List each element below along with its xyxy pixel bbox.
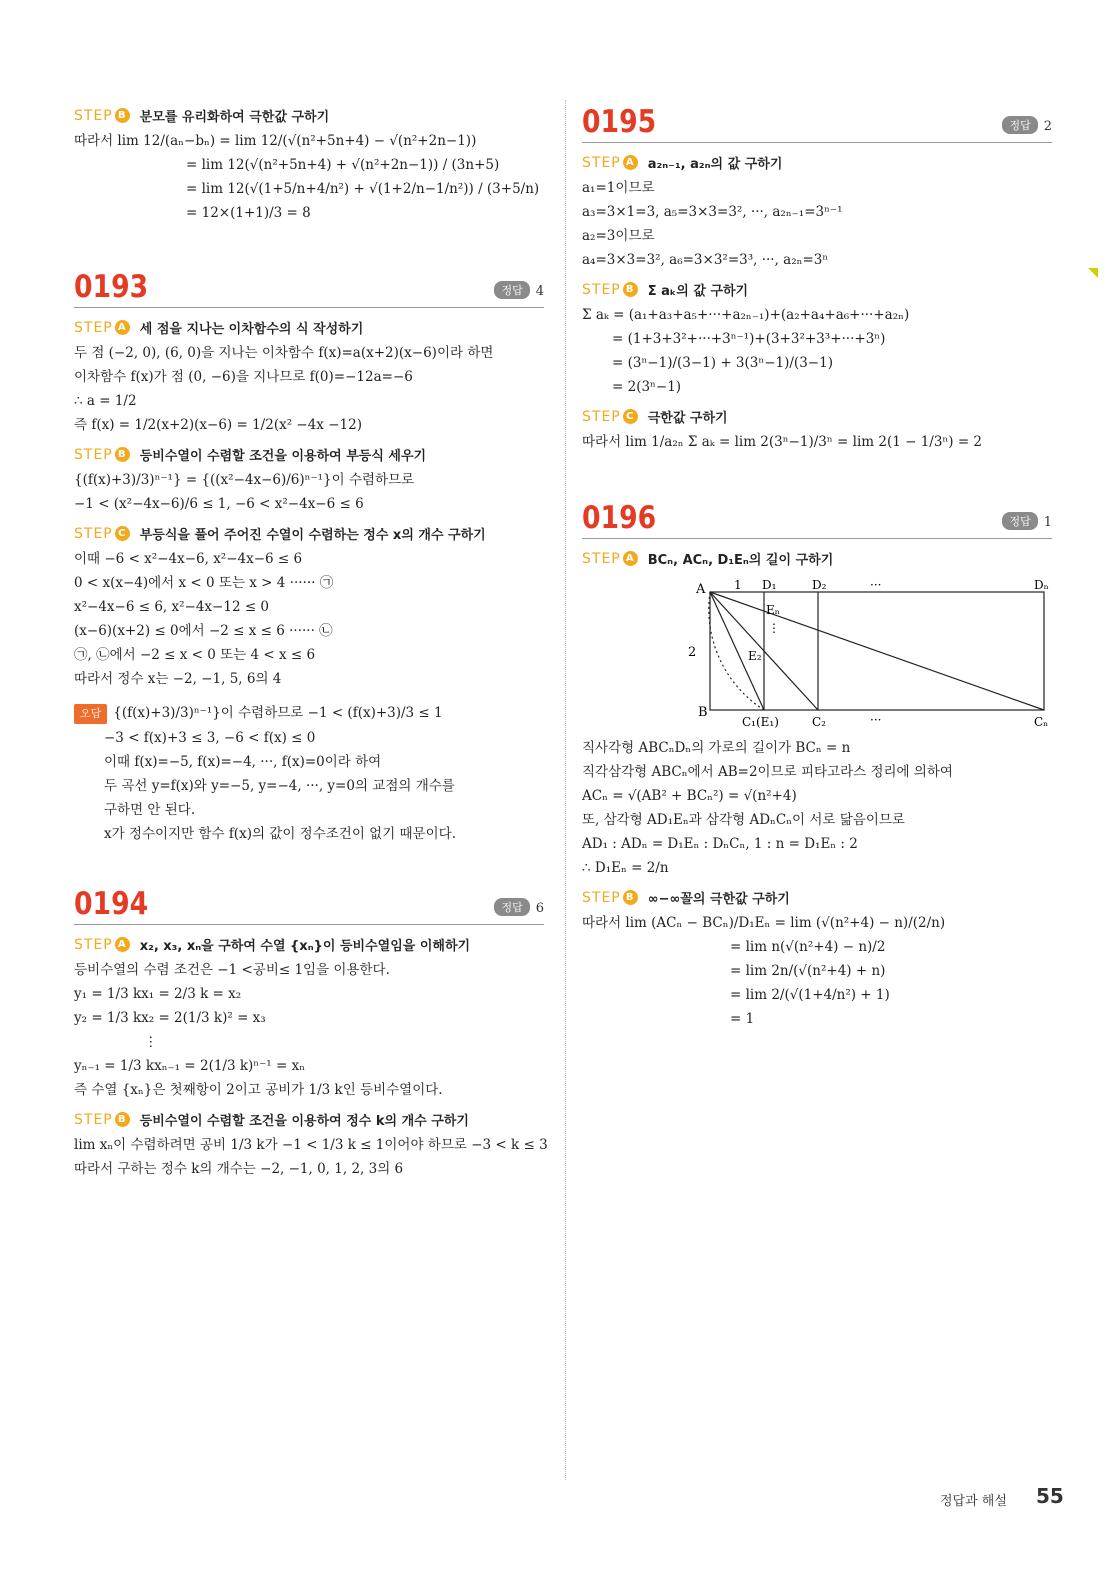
label-c1e1: C₁(E₁)	[742, 715, 779, 728]
solution-line: 즉 수열 {xₙ}은 첫째항이 2이고 공비가 1/3 k인 등비수열이다.	[74, 1082, 443, 1098]
label-e2: E₂	[748, 649, 762, 663]
answer-value: 4	[535, 284, 544, 299]
solution-line: a₃=3×1=3, a₅=3×3=3², ···, a₂ₙ₋₁=3ⁿ⁻¹	[582, 204, 843, 220]
wrong-answer-note	[74, 703, 544, 844]
solution-line: ⋮	[144, 1034, 158, 1050]
label-dn: Dₙ	[1034, 578, 1049, 592]
step-letter: A	[115, 320, 130, 335]
step-label: STEP	[74, 107, 113, 124]
corner-mark-icon	[1088, 268, 1098, 278]
step-letter: B	[115, 1112, 130, 1127]
answer-badge: 정답	[1002, 512, 1037, 530]
solution-line: AD₁ : ADₙ = D₁Eₙ : DₙCₙ, 1 : n = D₁Eₙ : 2	[582, 836, 858, 852]
solution-line: yₙ₋₁ = 1/3 kxₙ₋₁ = 2(1/3 k)ⁿ⁻¹ = xₙ	[74, 1058, 306, 1074]
answer-box	[1002, 512, 1052, 530]
answer-box	[494, 898, 544, 916]
step-letter: A	[115, 937, 130, 952]
note-line: 이때 f(x)=−5, f(x)=−4, ···, f(x)=0이라 하여	[104, 754, 382, 770]
solution-line: 또, 삼각형 AD₁Eₙ과 삼각형 ADₙCₙ이 서로 닮음이므로	[582, 812, 905, 828]
solution-line: = lim n(√(n²+4) − n)/2	[730, 939, 886, 955]
step-tag	[582, 890, 638, 906]
step-title: 등비수열이 수렴할 조건을 이용하여 정수 k의 개수 구하기	[139, 1114, 469, 1129]
label-b: B	[698, 705, 708, 720]
step-letter: A	[623, 551, 638, 566]
step-tag	[582, 282, 638, 298]
answer-badge: 정답	[494, 898, 529, 916]
step-label: STEP	[582, 408, 621, 425]
step-tag	[74, 1112, 130, 1128]
solution-line: = 12×(1+1)/3 = 8	[186, 205, 311, 221]
step-header	[74, 106, 544, 125]
page-number: 55	[1036, 1484, 1064, 1508]
step-label: STEP	[74, 936, 113, 953]
note-line: −3 < f(x)+3 ≤ 3, −6 < f(x) ≤ 0	[104, 730, 316, 746]
solution-line: −1 < (x²−4x−6)/6 ≤ 1, −6 < x²−4x−6 ≤ 6	[74, 496, 364, 512]
solution-line: 두 점 (−2, 0), (6, 0)을 지나는 이차함수 f(x)=a(x+2)(x−6)이라 하면	[74, 345, 494, 361]
answer-value: 2	[1043, 119, 1052, 134]
step-title: 극한값 구하기	[647, 411, 728, 426]
solution-line: x²−4x−6 ≤ 6, x²−4x−12 ≤ 0	[74, 599, 270, 615]
problem-0193	[74, 261, 544, 844]
label-d2: D₂	[812, 578, 827, 592]
solution-line: = lim 12(√(1+5/n+4/n²) + √(1+2/n−1/n²)) / (3+5/n)	[186, 181, 540, 197]
step-title: 세 점을 지나는 이차함수의 식 작성하기	[139, 322, 364, 337]
step-tag	[582, 551, 638, 567]
answer-box	[1002, 116, 1052, 134]
step-tag	[74, 937, 130, 953]
rectangle-figure	[582, 578, 1052, 732]
right-column	[582, 96, 1052, 1033]
wrong-answer-tag: 오답	[74, 704, 107, 724]
problem-0196	[582, 492, 1052, 1029]
step-label: STEP	[74, 1111, 113, 1128]
step-letter: A	[623, 155, 638, 170]
solution-line: 이차함수 f(x)가 점 (0, −6)을 지나므로 f(0)=−12a=−6	[74, 369, 413, 385]
solution-line: = lim 12(√(n²+5n+4) + √(n²+2n−1)) / (3n+5)	[186, 157, 500, 173]
solution-line: ∴ D₁Eₙ = 2/n	[582, 860, 669, 876]
solution-line: 따라서 lim 12/(aₙ−bₙ) = lim 12/(√(n²+5n+4) − √(n²+2n−1))	[74, 133, 477, 149]
step-title: a₂ₙ₋₁, a₂ₙ의 값 구하기	[647, 157, 783, 172]
step-title: 등비수열이 수렴할 조건을 이용하여 부등식 세우기	[139, 449, 427, 464]
step-letter: B	[115, 108, 130, 123]
answer-value: 6	[535, 901, 544, 916]
column-divider	[565, 100, 566, 1480]
solution-line: y₂ = 1/3 kx₂ = 2(1/3 k)² = x₃	[74, 1010, 266, 1026]
solution-line: a₄=3×3=3², a₆=3×3²=3³, ···, a₂ₙ=3ⁿ	[582, 252, 829, 268]
prev-step-b-section	[74, 106, 544, 223]
label-dots-top: ···	[870, 578, 882, 592]
problem-number: 0194	[74, 886, 149, 922]
step-tag	[74, 447, 130, 463]
solution-line: 등비수열의 수렴 조건은 −1 <공비≤ 1임을 이용한다.	[74, 962, 390, 978]
label-dots-bottom: ···	[870, 713, 882, 727]
solution-line: {(f(x)+3)/3)ⁿ⁻¹} = {((x²−4x−6)/6)ⁿ⁻¹}이 수렴하므로	[74, 472, 415, 488]
solution-line: 따라서 정수 x는 −2, −1, 5, 6의 4	[74, 671, 282, 687]
note-line	[74, 703, 544, 724]
solution-line: 따라서 lim (ACₙ − BCₙ)/D₁Eₙ = lim (√(n²+4) − n)/(2/n)	[582, 915, 946, 931]
note-line: x가 정수이지만 함수 f(x)의 값이 정수조건이 없기 때문이다.	[104, 826, 456, 842]
step-header	[582, 407, 1052, 426]
step-letter: C	[623, 409, 638, 424]
solution-line: = lim 2n/(√(n²+4) + n)	[730, 963, 886, 979]
answer-badge: 정답	[494, 281, 529, 299]
step-letter: C	[115, 526, 130, 541]
step-header	[74, 1110, 544, 1129]
note-text: {(f(x)+3)/3)ⁿ⁻¹}이 수렴하므로 −1 < (f(x)+3)/3 ≤ 1	[113, 705, 443, 721]
solution-line: = lim 2/(√(1+4/n²) + 1)	[730, 987, 890, 1003]
problem-number: 0193	[74, 269, 149, 305]
answer-badge: 정답	[1002, 116, 1037, 134]
problem-header	[74, 261, 544, 308]
step-header	[582, 280, 1052, 299]
step-title: ∞−∞꼴의 극한값 구하기	[647, 892, 790, 907]
geometry-diagram	[682, 578, 1082, 728]
solution-line: ACₙ = √(AB² + BCₙ²) = √(n²+4)	[582, 788, 797, 804]
step-title: BCₙ, ACₙ, D₁Eₙ의 길이 구하기	[647, 553, 834, 568]
step-label: STEP	[74, 446, 113, 463]
solution-line: lim xₙ이 수렴하려면 공비 1/3 k가 −1 < 1/3 k ≤ 1이어야 하므로 −3 < k ≤ 3	[74, 1137, 548, 1153]
step-header	[74, 445, 544, 464]
step-header	[74, 524, 544, 543]
problem-header	[582, 96, 1052, 143]
step-label: STEP	[582, 154, 621, 171]
step-title: Σ aₖ의 값 구하기	[647, 284, 749, 299]
step-letter: B	[623, 282, 638, 297]
step-tag	[74, 108, 130, 124]
label-c2: C₂	[812, 715, 826, 728]
solution-line: (x−6)(x+2) ≤ 0에서 −2 ≤ x ≤ 6 ······ ㉡	[74, 623, 333, 639]
step-title: x₂, x₃, xₙ을 구하여 수열 {xₙ}이 등비수열임을 이해하기	[139, 939, 471, 954]
step-letter: B	[623, 890, 638, 905]
solution-line: a₂=3이므로	[582, 228, 655, 244]
note-line: 두 곡선 y=f(x)와 y=−5, y=−4, ···, y=0의 교점의 개수를	[104, 778, 455, 794]
step-label: STEP	[582, 889, 621, 906]
step-tag	[74, 320, 130, 336]
solution-line: 따라서 lim 1/a₂ₙ Σ aₖ = lim 2(3ⁿ−1)/3ⁿ = lim 2(1 − 1/3ⁿ) = 2	[582, 434, 983, 450]
step-tag	[582, 409, 638, 425]
label-a: A	[696, 582, 706, 597]
label-vdots: ⋮	[768, 621, 780, 635]
solution-line: = 2(3ⁿ−1)	[612, 379, 682, 395]
step-label: STEP	[74, 525, 113, 542]
step-label: STEP	[582, 550, 621, 567]
left-column	[74, 96, 548, 1183]
label-length-1: 1	[734, 578, 742, 592]
solution-line: = (3ⁿ−1)/(3−1) + 3(3ⁿ−1)/(3−1)	[612, 355, 833, 371]
step-header	[582, 549, 1052, 568]
problem-number: 0196	[582, 500, 657, 536]
step-letter: B	[115, 447, 130, 462]
solution-line: 직사각형 ABCₙDₙ의 가로의 길이가 BCₙ = n	[582, 740, 851, 756]
problem-number: 0195	[582, 104, 657, 140]
solution-line: y₁ = 1/3 kx₁ = 2/3 k = x₂	[74, 986, 242, 1002]
step-label: STEP	[582, 281, 621, 298]
problem-header	[74, 878, 544, 925]
problem-0194	[74, 878, 548, 1179]
solution-line: 따라서 구하는 정수 k의 개수는 −2, −1, 0, 1, 2, 3의 6	[74, 1161, 404, 1177]
label-d1: D₁	[762, 578, 777, 592]
note-line: 구하면 안 된다.	[104, 802, 196, 818]
label-en: Eₙ	[766, 603, 780, 617]
step-header	[582, 888, 1052, 907]
solution-line: a₁=1이므로	[582, 180, 655, 196]
problem-0195	[582, 96, 1052, 452]
solution-line: 즉 f(x) = 1/2(x+2)(x−6) = 1/2(x² −4x −12)	[74, 417, 362, 433]
step-title: 부등식을 풀어 주어진 수열이 수렴하는 정수 x의 개수 구하기	[139, 528, 486, 543]
solution-line: Σ aₖ = (a₁+a₃+a₅+···+a₂ₙ₋₁)+(a₂+a₄+a₆+···+a₂ₙ)	[582, 307, 910, 323]
solution-line: 0 < x(x−4)에서 x < 0 또는 x > 4 ······ ㉠	[74, 575, 334, 591]
solution-line: 직각삼각형 ABCₙ에서 AB=2이므로 피타고라스 정리에 의하여	[582, 764, 953, 780]
step-tag	[74, 526, 130, 542]
step-header	[74, 935, 544, 954]
answer-value: 1	[1043, 515, 1052, 530]
solution-line: = (1+3+3²+···+3ⁿ⁻¹)+(3+3²+3³+···+3ⁿ)	[612, 331, 886, 347]
footer-label: 정답과 해설	[940, 1494, 1007, 1509]
answer-box	[494, 281, 544, 299]
step-label: STEP	[74, 319, 113, 336]
solution-line: ∴ a = 1/2	[74, 393, 137, 409]
solution-line: = 1	[730, 1011, 755, 1027]
step-title: 분모를 유리화하여 극한값 구하기	[139, 110, 330, 125]
solution-line: ㉠, ㉡에서 −2 ≤ x < 0 또는 4 < x ≤ 6	[74, 647, 316, 663]
step-tag	[582, 155, 638, 171]
problem-header	[582, 492, 1052, 539]
solution-line: 이때 −6 < x²−4x−6, x²−4x−6 ≤ 6	[74, 551, 303, 567]
step-header	[74, 318, 544, 337]
label-cn: Cₙ	[1034, 715, 1049, 728]
step-header	[582, 153, 1052, 172]
label-length-2: 2	[688, 645, 697, 660]
